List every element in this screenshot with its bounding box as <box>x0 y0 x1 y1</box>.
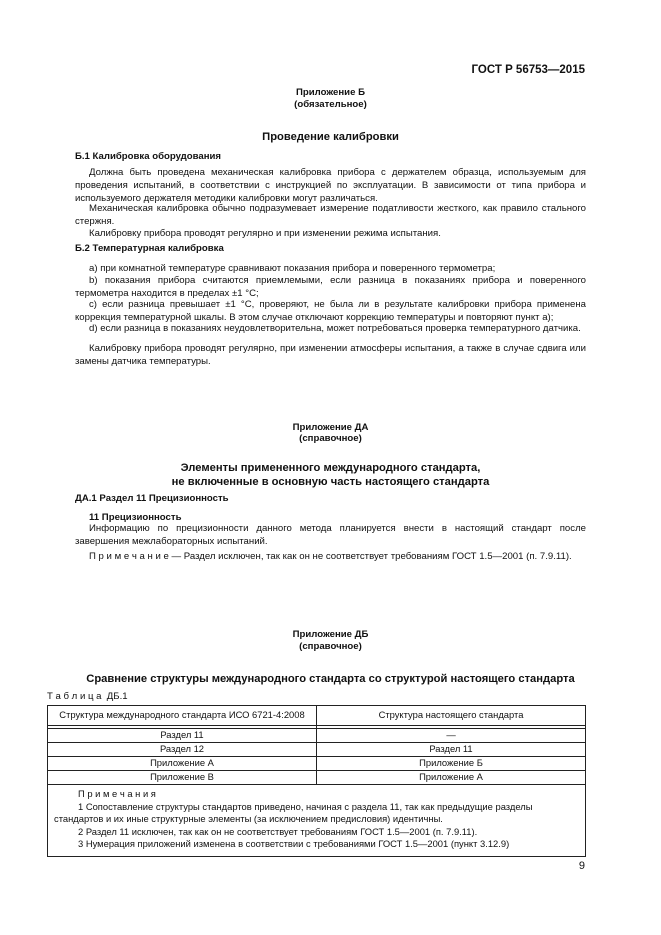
table-notes <box>48 785 586 857</box>
table-header-cell: Структура международного стандарта ИСО 6721-4:2008 <box>48 706 317 726</box>
table-row <box>48 757 586 771</box>
table-cell: — <box>317 729 586 743</box>
table-note-1: 1 Сопоставление структуры стандартов приведено, начиная с раздела 11, так как предыдущие разделы стандартов и их иные структурные элементы (за исключением предисловия) идентичны. <box>54 800 533 824</box>
table-cell: Раздел 11 <box>317 743 586 757</box>
table-header-row <box>48 706 586 726</box>
appendix-da-heading-line-2: не включенные в основную часть настоящего стандарта <box>171 476 490 488</box>
table-note-3: 3 Нумерация приложений изменена в соответствии с требованиями ГОСТ 1.5—2001 (пункт 3.12.9) <box>78 838 510 849</box>
section-b1-paragraph-3: Калибровку прибора проводят регулярно и при изменении режима испытания. <box>89 228 441 239</box>
section-da1-title: ДА.1 Раздел 11 Прецизионность <box>75 493 229 504</box>
table-note-2: 2 Раздел 11 исключен, так как он не соответствует требованиям ГОСТ 1.5—2001 (п. 7.9.11). <box>78 825 478 837</box>
subsection-11-title: 11 Прецизионность <box>89 512 182 523</box>
section-b2-item-d: d) если разница в показаниях неудовлетворительна, может потребоваться проверка температурного датчика. <box>89 323 581 334</box>
subsection-11-text: Информацию по прецизионности данного метода планируется внести в настоящий стандарт после завершения межлабораторных испытаний. <box>75 523 586 547</box>
appendix-b-status: (обязательное) <box>294 99 367 110</box>
section-b2-item-a: а) при комнатной температуре сравнивают показания прибора и поверенного термометра; <box>89 263 496 274</box>
section-b2-paragraph: Калибровку прибора проводят регулярно, при изменении атмосферы испытания, а также в случае сдвига или замены датчика температуры. <box>75 343 586 367</box>
appendix-da-title: Приложение ДА <box>292 422 369 433</box>
table-cell: Приложение В <box>48 771 317 785</box>
table-header-cell: Структура настоящего стандарта <box>317 706 586 726</box>
note-text: — Раздел исключен, так как он не соответствует требованиям ГОСТ 1.5—2001 (п. 7.9.11). <box>168 551 572 562</box>
appendix-db-status: (справочное) <box>299 641 362 652</box>
table-row <box>48 729 586 743</box>
table-row <box>48 771 586 785</box>
table-row <box>48 743 586 757</box>
table-cell: Приложение А <box>48 757 317 771</box>
appendix-b-heading: Проведение калибровки <box>262 131 399 143</box>
section-b1-title: Б.1 Калибровка оборудования <box>75 151 222 162</box>
table-notes-label: П р и м е ч а н и я <box>78 788 156 799</box>
appendix-b-title: Приложение Б <box>296 87 365 98</box>
note-label: П р и м е ч а н и е <box>89 551 169 562</box>
table-notes-row <box>48 785 586 857</box>
section-b2-item-b: b) показания прибора считаются приемлемыми, если разница в показаниях прибора и поверенного термометра находится в пределах ±1 °С; <box>75 275 586 299</box>
comparison-table <box>47 705 586 857</box>
section-b2-title: Б.2 Температурная калибровка <box>75 243 224 254</box>
appendix-db-title: Приложение ДБ <box>292 629 369 640</box>
appendix-da-heading-line-1: Элементы примененного международного стандарта, <box>180 462 481 474</box>
table-cell: Раздел 12 <box>48 743 317 757</box>
section-b2-item-c: с) если разница превышает ±1 °С, проверяют, не была ли в результате калибровки прибора применена коррекция температурной шкалы. В этом случае отключают коррекцию температуры и повторяют пункт а); <box>75 299 586 323</box>
table-cell: Приложение А <box>317 771 586 785</box>
appendix-da-note <box>75 551 586 564</box>
section-b1-paragraph-1: Должна быть проведена механическая калибровка прибора с держателем образца, используемым для проведения испытаний, в соответствии с инструкцией по эксплуатации. В зависимости от типа прибора и используемого держателя методики калибровки могут различаться. <box>75 167 586 204</box>
appendix-db-heading: Сравнение структуры международного стандарта со структурой настоящего стандарта <box>86 673 575 685</box>
page-number: 9 <box>578 860 585 872</box>
document-code: ГОСТ Р 56753—2015 <box>471 64 585 76</box>
table-cell: Приложение Б <box>317 757 586 771</box>
table-caption: Т а б л и ц а ДБ.1 <box>47 691 128 702</box>
section-b1-paragraph-2: Механическая калибровка обычно подразумевает измерение податливости жесткого, как правило стального стержня. <box>75 203 586 227</box>
table-cell: Раздел 11 <box>48 729 317 743</box>
appendix-da-status: (справочное) <box>299 433 362 444</box>
